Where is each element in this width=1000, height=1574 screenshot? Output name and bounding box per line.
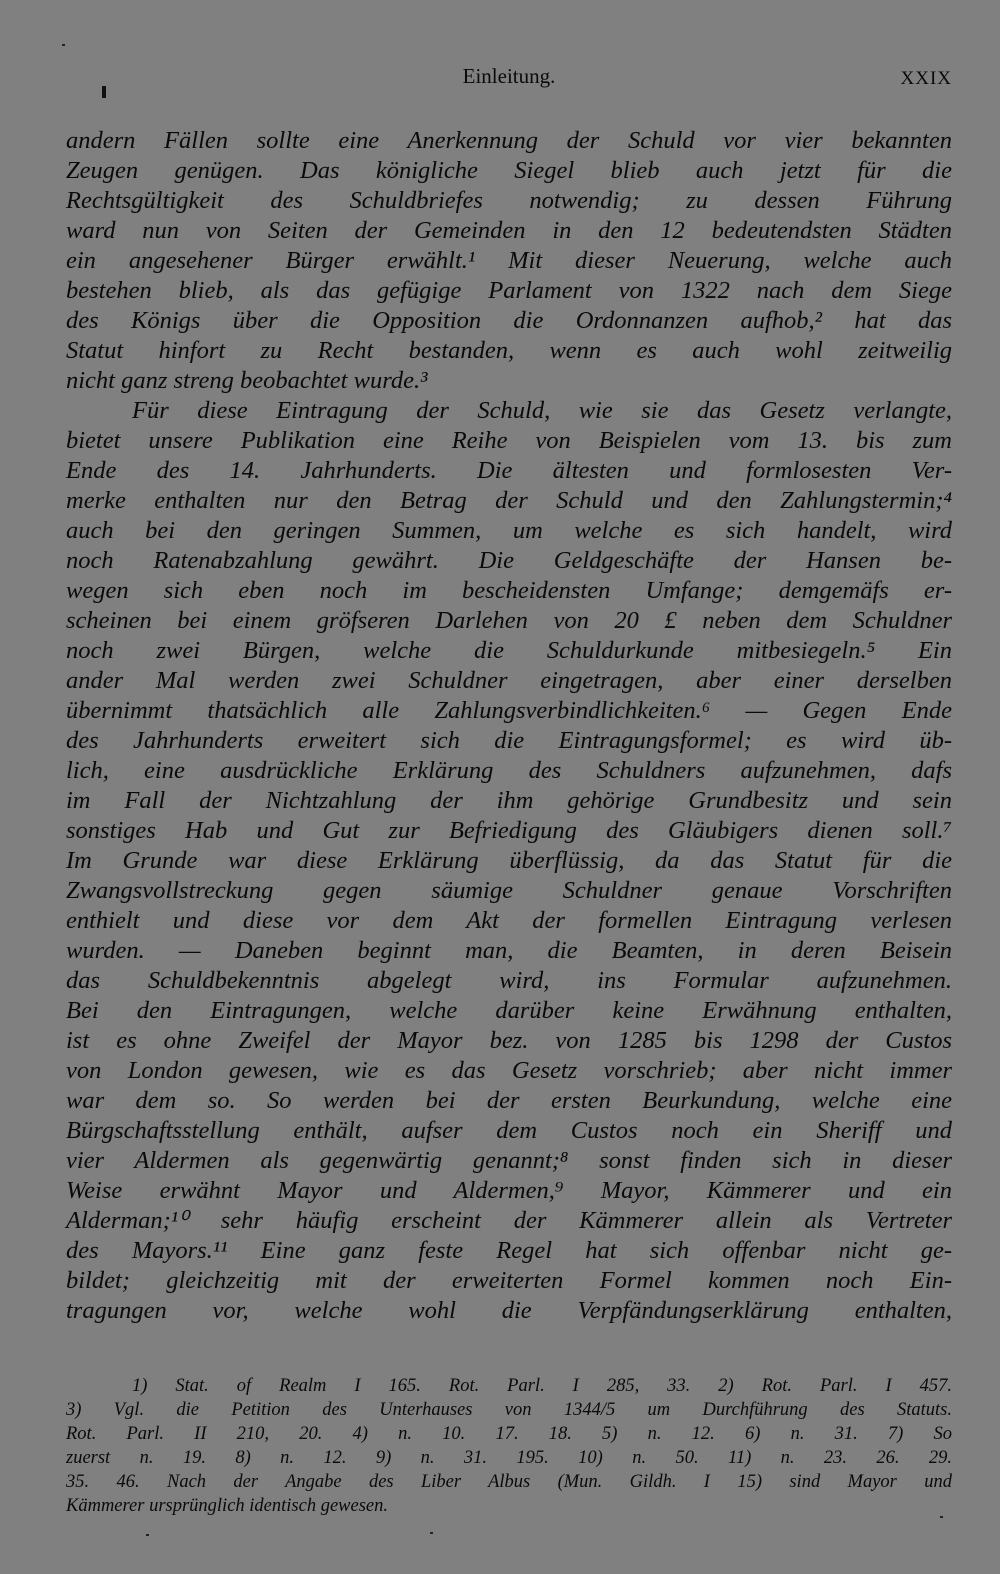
text-line: Alderman;¹⁰ sehr häufig erscheint der Kämmerer allein als Vertreter	[66, 1207, 952, 1234]
text-line: übernimmt thatsächlich alle Zahlungsverbindlichkeiten.⁶ — Gegen Ende	[66, 697, 952, 724]
text-line: im Fall der Nichtzahlung der ihm gehörige Grundbesitz und sein	[66, 787, 952, 814]
text-line: Rot. Parl. II 210, 20. 4) n. 10. 17. 18. 5) n. 12. 6) n. 31. 7) So	[66, 1424, 952, 1444]
text-line: 3) Vgl. die Petition des Unterhauses von 1344/5 um Durchführung des Statuts.	[66, 1400, 952, 1420]
text-line: von London gewesen, wie es das Gesetz vorschrieb; aber nicht immer	[66, 1057, 952, 1084]
text-line: scheinen bei einem gröfseren Darlehen von 20 £ neben dem Schuldner	[66, 607, 952, 634]
text-line: andern Fällen sollte eine Anerkennung der Schuld vor vier bekannten	[66, 127, 952, 154]
text-line: Weise erwähnt Mayor und Aldermen,⁹ Mayor, Kämmerer und ein	[66, 1177, 952, 1204]
body-text	[66, 126, 952, 1326]
text-line: 35. 46. Nach der Angabe des Liber Albus (Mun. Gildh. I 15) sind Mayor und	[66, 1472, 952, 1492]
text-line: nicht ganz streng beobachtet wurde.³	[66, 367, 428, 394]
text-line: vier Aldermen als gegenwärtig genannt;⁸ sonst finden sich in dieser	[66, 1147, 952, 1174]
text-line: noch zwei Bürgen, welche die Schuldurkunde mitbesiegeln.⁵ Ein	[66, 637, 952, 664]
text-line: wegen sich eben noch im bescheidensten Umfange; demgemäfs er-	[66, 577, 952, 604]
text-line: Ende des 14. Jahrhunderts. Die ältesten und formlosesten Ver-	[66, 457, 952, 484]
page-number: XXIX	[900, 68, 952, 89]
footnotes	[66, 1374, 952, 1518]
text-line: Bei den Eintragungen, welche darüber keine Erwähnung enthalten,	[66, 997, 952, 1024]
text-line: ward nun von Seiten der Gemeinden in den 12 bedeutendsten Städten	[66, 217, 952, 244]
text-line: noch Ratenabzahlung gewährt. Die Geldgeschäfte der Hansen be-	[66, 547, 952, 574]
text-line: Bürgschaftsstellung enthält, aufser dem Custos noch ein Sheriff und	[66, 1117, 952, 1144]
speck	[146, 1534, 149, 1536]
text-line: ein angesehener Bürger erwählt.¹ Mit dieser Neuerung, welche auch	[66, 247, 952, 274]
text-line: wurden. — Daneben beginnt man, die Beamten, in deren Beisein	[66, 937, 952, 964]
text-line: des Mayors.¹¹ Eine ganz feste Regel hat sich offenbar nicht ge-	[66, 1237, 952, 1264]
speck	[430, 1532, 433, 1534]
text-line: 1) Stat. of Realm I 165. Rot. Parl. I 285, 33. 2) Rot. Parl. I 457.	[132, 1376, 952, 1396]
text-line: ist es ohne Zweifel der Mayor bez. von 1285 bis 1298 der Custos	[66, 1027, 952, 1054]
text-line: auch bei den geringen Summen, um welche es sich handelt, wird	[66, 517, 952, 544]
text-line: Im Grunde war diese Erklärung überflüssig, da das Statut für die	[66, 847, 952, 874]
speck	[62, 44, 65, 46]
text-line: ander Mal werden zwei Schuldner eingetragen, aber einer derselben	[66, 667, 952, 694]
text-line: Kämmerer ursprünglich identisch gewesen.	[66, 1496, 388, 1516]
text-line: des Königs über die Opposition die Ordonnanzen aufhob,² hat das	[66, 307, 952, 334]
text-line: das Schuldbekenntnis abgelegt wird, ins Formular aufzunehmen.	[66, 967, 952, 994]
text-line: bildet; gleichzeitig mit der erweiterten Formel kommen noch Ein-	[66, 1267, 952, 1294]
text-line: sonstiges Hab und Gut zur Befriedigung des Gläubigers dienen soll.⁷	[66, 817, 952, 844]
text-line: enthielt und diese vor dem Akt der formellen Eintragung verlesen	[66, 907, 952, 934]
text-line: zuerst n. 19. 8) n. 12. 9) n. 31. 195. 10) n. 50. 11) n. 23. 26. 29.	[66, 1448, 952, 1468]
text-line: tragungen vor, welche wohl die Verpfändungserklärung enthalten,	[66, 1297, 952, 1324]
text-line: bestehen blieb, als das gefügige Parlament von 1322 nach dem Siege	[66, 277, 952, 304]
speck	[940, 1516, 943, 1518]
text-line: Zwangsvollstreckung gegen säumige Schuldner genaue Vorschriften	[66, 877, 952, 904]
text-line: Für diese Eintragung der Schuld, wie sie das Gesetz verlangte,	[132, 397, 952, 424]
text-line: des Jahrhunderts erweitert sich die Eintragungsformel; es wird üb-	[66, 727, 952, 754]
text-line: bietet unsere Publikation eine Reihe von Beispielen vom 13. bis zum	[66, 427, 952, 454]
text-line: merke enthalten nur den Betrag der Schuld und den Zahlungstermin;⁴	[66, 487, 952, 514]
text-line: Rechtsgültigkeit des Schuldbriefes notwendig; zu dessen Führung	[66, 187, 952, 214]
running-header	[66, 64, 952, 94]
text-line: lich, eine ausdrückliche Erklärung des Schuldners aufzunehmen, dafs	[66, 757, 952, 784]
text-line: Zeugen genügen. Das königliche Siegel blieb auch jetzt für die	[66, 157, 952, 184]
text-line: Statut hinfort zu Recht bestanden, wenn es auch wohl zeitweilig	[66, 337, 952, 364]
text-line: war dem so. So werden bei der ersten Beurkundung, welche eine	[66, 1087, 952, 1114]
running-title: Einleitung.	[462, 64, 556, 88]
